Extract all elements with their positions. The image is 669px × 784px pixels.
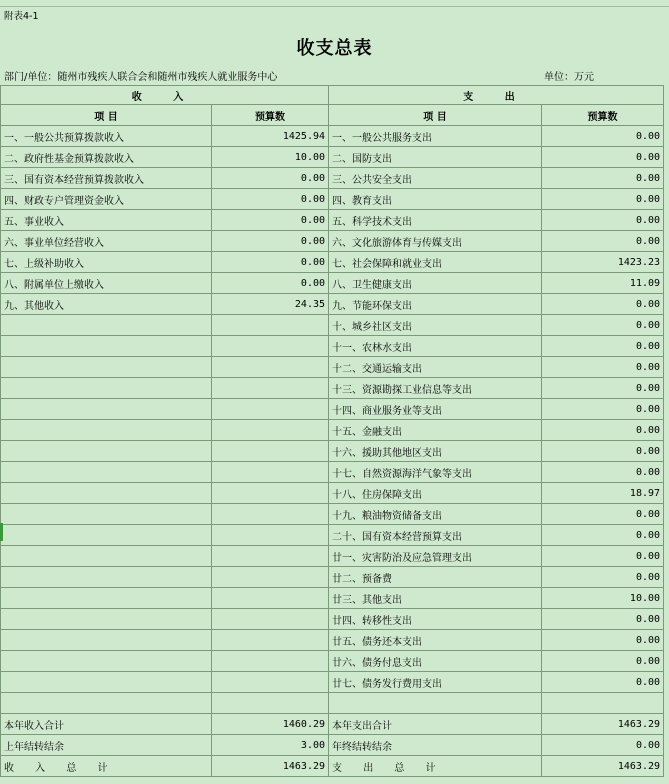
table-row (1, 399, 664, 420)
table-row (1, 147, 664, 168)
table-row (1, 231, 664, 252)
expense-budget-cell[interactable]: 1463.29 (542, 756, 664, 777)
row-marker (0, 523, 3, 541)
expense-item-cell[interactable]: 六、文化旅游体育与传媒支出 (329, 231, 542, 252)
expense-budget-cell[interactable]: 0.00 (542, 294, 664, 315)
income-budget-cell[interactable] (212, 420, 329, 441)
income-budget-cell[interactable] (212, 693, 329, 714)
income-item-cell[interactable]: 九、其他收入 (1, 294, 212, 315)
expense-item-cell[interactable]: 七、社会保障和就业支出 (329, 252, 542, 273)
expense-budget-cell[interactable]: 0.00 (542, 462, 664, 483)
table-row (1, 735, 664, 756)
income-budget-cell[interactable] (212, 504, 329, 525)
expense-budget-cell[interactable]: 0.00 (542, 126, 664, 147)
expense-item-cell[interactable]: 十二、交通运输支出 (329, 357, 542, 378)
table-row (1, 504, 664, 525)
expense-item-cell[interactable]: 年终结转结余 (329, 735, 542, 756)
income-item-cell[interactable] (1, 588, 212, 609)
table-row (1, 672, 664, 693)
expense-budget-cell[interactable]: 0.00 (542, 189, 664, 210)
expense-item-cell[interactable] (329, 693, 542, 714)
income-budget-header[interactable]: 预算数 (212, 105, 329, 126)
income-budget-cell[interactable] (212, 441, 329, 462)
table-row (1, 567, 664, 588)
income-budget-cell[interactable]: 0.00 (212, 210, 329, 231)
income-budget-cell[interactable]: 24.35 (212, 294, 329, 315)
income-item-cell[interactable] (1, 546, 212, 567)
income-budget-cell[interactable]: 0.00 (212, 231, 329, 252)
income-budget-cell[interactable]: 0.00 (212, 168, 329, 189)
expense-budget-cell[interactable]: 0.00 (542, 504, 664, 525)
table-row (1, 693, 664, 714)
income-item-cell[interactable]: 本年收入合计 (1, 714, 212, 735)
income-item-cell[interactable] (1, 399, 212, 420)
expense-budget-cell[interactable] (542, 693, 664, 714)
income-budget-cell[interactable] (212, 357, 329, 378)
income-item-cell[interactable]: 八、附属单位上缴收入 (1, 273, 212, 294)
income-budget-cell[interactable] (212, 399, 329, 420)
table-row (1, 273, 664, 294)
expense-item-cell[interactable]: 二、国防支出 (329, 147, 542, 168)
table-column-header (1, 105, 664, 126)
table-row (1, 441, 664, 462)
income-item-cell[interactable] (1, 315, 212, 336)
expense-item-cell[interactable]: 十一、农林水支出 (329, 336, 542, 357)
income-item-cell[interactable] (1, 420, 212, 441)
table-row (1, 714, 664, 735)
income-item-cell[interactable] (1, 630, 212, 651)
expense-budget-cell[interactable]: 0.00 (542, 525, 664, 546)
expense-item-cell[interactable]: 廿二、预备费 (329, 567, 542, 588)
income-item-cell[interactable]: 收 入 总 计 (1, 756, 212, 777)
table-row (1, 609, 664, 630)
expense-budget-cell[interactable]: 0.00 (542, 630, 664, 651)
income-item-cell[interactable]: 上年结转结余 (1, 735, 212, 756)
table-row (1, 315, 664, 336)
expense-item-cell[interactable]: 廿一、灾害防治及应急管理支出 (329, 546, 542, 567)
income-budget-cell[interactable] (212, 672, 329, 693)
expense-budget-cell[interactable]: 11.09 (542, 273, 664, 294)
income-budget-cell[interactable]: 0.00 (212, 252, 329, 273)
attachment-note: 附表4-1 (4, 11, 39, 22)
unit-label: 单位：万元 (544, 72, 594, 83)
income-budget-cell[interactable]: 1463.29 (212, 756, 329, 777)
expense-budget-cell[interactable]: 0.00 (542, 231, 664, 252)
expense-budget-cell[interactable]: 0.00 (542, 735, 664, 756)
department-label: 部门/单位：随州市残疾人联合会和随州市残疾人就业服务中心 (4, 72, 278, 83)
expense-budget-cell[interactable]: 0.00 (542, 651, 664, 672)
table-section-header (1, 86, 664, 105)
expense-budget-cell[interactable]: 0.00 (542, 147, 664, 168)
expense-item-cell[interactable]: 九、节能环保支出 (329, 294, 542, 315)
expense-item-cell[interactable]: 五、科学技术支出 (329, 210, 542, 231)
table-row (1, 756, 664, 777)
expense-item-cell[interactable]: 廿三、其他支出 (329, 588, 542, 609)
expense-budget-cell[interactable]: 18.97 (542, 483, 664, 504)
expense-budget-cell[interactable]: 10.00 (542, 588, 664, 609)
income-budget-cell[interactable] (212, 336, 329, 357)
expense-budget-cell[interactable]: 0.00 (542, 420, 664, 441)
expense-budget-cell[interactable]: 0.00 (542, 567, 664, 588)
income-item-cell[interactable] (1, 357, 212, 378)
expense-budget-cell[interactable]: 0.00 (542, 672, 664, 693)
income-item-header[interactable]: 项 目 (1, 105, 212, 126)
expense-budget-cell[interactable]: 0.00 (542, 168, 664, 189)
table-row (1, 462, 664, 483)
income-item-cell[interactable] (1, 441, 212, 462)
income-budget-cell[interactable] (212, 609, 329, 630)
expense-budget-cell[interactable]: 0.00 (542, 609, 664, 630)
expense-budget-cell[interactable]: 0.00 (542, 357, 664, 378)
income-header[interactable]: 收 入 (1, 86, 329, 105)
income-item-cell[interactable]: 六、事业单位经营收入 (1, 231, 212, 252)
income-item-cell[interactable] (1, 567, 212, 588)
income-item-cell[interactable] (1, 672, 212, 693)
income-budget-cell[interactable] (212, 378, 329, 399)
income-budget-cell[interactable]: 0.00 (212, 273, 329, 294)
income-item-cell[interactable]: 五、事业收入 (1, 210, 212, 231)
expense-item-cell[interactable]: 四、教育支出 (329, 189, 542, 210)
expense-budget-cell[interactable]: 1463.29 (542, 714, 664, 735)
table-row (1, 210, 664, 231)
expense-budget-cell[interactable]: 0.00 (542, 210, 664, 231)
expense-budget-cell[interactable]: 0.00 (542, 399, 664, 420)
table-row (1, 126, 664, 147)
table-row (1, 252, 664, 273)
expense-item-header[interactable]: 项 目 (329, 105, 542, 126)
table-row (1, 378, 664, 399)
income-item-cell[interactable]: 四、财政专户管理资金收入 (1, 189, 212, 210)
expense-item-cell[interactable]: 支 出 总 计 (329, 756, 542, 777)
income-item-cell[interactable] (1, 483, 212, 504)
income-item-cell[interactable] (1, 336, 212, 357)
expense-budget-cell[interactable]: 0.00 (542, 378, 664, 399)
expense-budget-cell[interactable]: 0.00 (542, 315, 664, 336)
expense-item-cell[interactable]: 十四、商业服务业等支出 (329, 399, 542, 420)
expense-item-cell[interactable]: 十五、金融支出 (329, 420, 542, 441)
income-budget-cell[interactable] (212, 567, 329, 588)
income-budget-cell[interactable]: 0.00 (212, 189, 329, 210)
table-row (1, 525, 664, 546)
income-item-cell[interactable] (1, 651, 212, 672)
page-title: 收支总表 (296, 38, 373, 59)
income-budget-cell[interactable]: 1425.94 (212, 126, 329, 147)
expense-item-cell[interactable]: 十八、住房保障支出 (329, 483, 542, 504)
income-budget-cell[interactable]: 1460.29 (212, 714, 329, 735)
income-item-cell[interactable] (1, 462, 212, 483)
income-budget-cell[interactable]: 3.00 (212, 735, 329, 756)
income-budget-cell[interactable] (212, 483, 329, 504)
table-row (1, 168, 664, 189)
income-item-cell[interactable] (1, 525, 212, 546)
income-item-cell[interactable]: 一、一般公共预算拨款收入 (1, 126, 212, 147)
table-row (1, 420, 664, 441)
table-row (1, 336, 664, 357)
income-budget-cell[interactable] (212, 630, 329, 651)
income-item-cell[interactable]: 二、政府性基金预算拨款收入 (1, 147, 212, 168)
expense-item-cell[interactable]: 十六、援助其他地区支出 (329, 441, 542, 462)
column-header-strip (0, 0, 669, 7)
expense-item-cell[interactable]: 二十、国有资本经营预算支出 (329, 525, 542, 546)
expense-item-cell[interactable]: 三、公共安全支出 (329, 168, 542, 189)
table-row (1, 189, 664, 210)
expense-budget-cell[interactable]: 0.00 (542, 441, 664, 462)
expense-budget-cell[interactable]: 0.00 (542, 546, 664, 567)
table-row (1, 651, 664, 672)
income-item-cell[interactable] (1, 504, 212, 525)
income-item-cell[interactable] (1, 378, 212, 399)
income-budget-cell[interactable] (212, 588, 329, 609)
income-budget-cell[interactable] (212, 462, 329, 483)
income-budget-cell[interactable] (212, 315, 329, 336)
expense-item-cell[interactable]: 十三、资源勘探工业信息等支出 (329, 378, 542, 399)
expense-item-cell[interactable]: 十、城乡社区支出 (329, 315, 542, 336)
table-row (1, 483, 664, 504)
expense-item-cell[interactable]: 八、卫生健康支出 (329, 273, 542, 294)
expense-item-cell[interactable]: 廿七、债务发行费用支出 (329, 672, 542, 693)
income-item-cell[interactable]: 三、国有资本经营预算拨款收入 (1, 168, 212, 189)
income-budget-cell[interactable] (212, 546, 329, 567)
income-budget-cell[interactable] (212, 651, 329, 672)
expense-item-cell[interactable]: 本年支出合计 (329, 714, 542, 735)
income-budget-cell[interactable]: 10.00 (212, 147, 329, 168)
expense-budget-cell[interactable]: 1423.23 (542, 252, 664, 273)
expense-item-cell[interactable]: 十七、自然资源海洋气象等支出 (329, 462, 542, 483)
summary-table (0, 85, 664, 777)
expense-budget-cell[interactable]: 0.00 (542, 336, 664, 357)
table-row (1, 588, 664, 609)
expense-item-cell[interactable]: 廿六、债务付息支出 (329, 651, 542, 672)
table-row (1, 294, 664, 315)
table-row (1, 357, 664, 378)
expense-item-cell[interactable]: 十九、粮油物资储备支出 (329, 504, 542, 525)
expense-budget-header[interactable]: 预算数 (542, 105, 664, 126)
income-item-cell[interactable]: 七、上级补助收入 (1, 252, 212, 273)
expense-item-cell[interactable]: 一、一般公共服务支出 (329, 126, 542, 147)
expense-item-cell[interactable]: 廿四、转移性支出 (329, 609, 542, 630)
income-item-cell[interactable] (1, 609, 212, 630)
table-row (1, 630, 664, 651)
income-item-cell[interactable] (1, 693, 212, 714)
income-budget-cell[interactable] (212, 525, 329, 546)
expense-header[interactable]: 支 出 (329, 86, 664, 105)
table-row (1, 546, 664, 567)
expense-item-cell[interactable]: 廿五、债务还本支出 (329, 630, 542, 651)
